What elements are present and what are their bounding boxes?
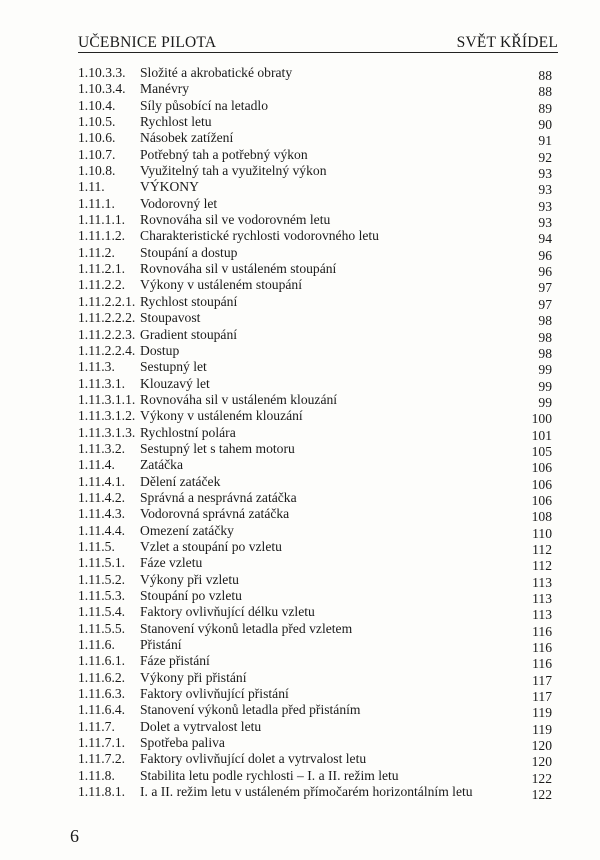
toc-entry-page: 99 — [538, 362, 552, 378]
toc-entry-title: Rovnováha sil v ustáleném klouzání — [140, 391, 338, 407]
toc-entry-title: Stoupavost — [140, 310, 201, 326]
toc-entry-title: Omezení zatáčky — [140, 522, 234, 538]
toc-entry-page: 93 — [538, 198, 552, 214]
toc-entry — [78, 604, 552, 623]
toc-entry — [78, 196, 552, 212]
toc-entry-title: Výkony v ustáleném stoupání — [140, 277, 302, 293]
toc-entry — [78, 555, 552, 574]
header-publisher: SVĚT KŘÍDEL — [456, 34, 558, 51]
toc-entry-number: 1.11.6.1. — [78, 653, 126, 669]
toc-entry-page: 94 — [538, 231, 552, 247]
header-book-title: UČEBNICE PILOTA — [78, 34, 217, 51]
toc-entry — [78, 457, 552, 476]
running-header — [78, 30, 558, 52]
toc-entry-page: 93 — [538, 215, 552, 231]
toc-entry-number: 1.11.2. — [78, 244, 115, 260]
toc-entry-title: Faktory ovlivňující délku vzletu — [140, 604, 315, 620]
toc-entry-number: 1.11.3.1. — [78, 375, 126, 391]
toc-entry-number: 1.11.2.2.3. — [78, 326, 136, 342]
toc-entry — [78, 474, 552, 490]
toc-entry-title: Vodorovná správná zatáčka — [140, 506, 290, 522]
toc-entry-number: 1.11.3.2. — [78, 440, 126, 456]
toc-entry — [78, 735, 552, 754]
toc-entry-number: 1.11.6.2. — [78, 669, 126, 685]
toc-entry-title: Klouzavý let — [140, 375, 210, 391]
toc-entry — [78, 621, 552, 637]
toc-entry-page: 93 — [538, 182, 552, 198]
toc-entry — [78, 114, 552, 133]
toc-entry-title: I. a II. režim letu v ustáleném přímočarém horizontálním letu — [140, 784, 473, 800]
toc-entry-page: 113 — [532, 607, 552, 623]
toc-entry — [78, 294, 552, 310]
toc-entry-page: 105 — [531, 443, 552, 459]
table-of-contents — [78, 65, 552, 803]
toc-entry — [78, 228, 552, 247]
toc-entry-number: 1.11.3. — [78, 359, 115, 375]
toc-entry-page: 117 — [532, 689, 552, 705]
toc-entry-title: Stoupání po vzletu — [140, 588, 242, 603]
toc-entry-title: Potřebný tah a potřebný výkon — [140, 146, 308, 162]
toc-entry-number: 1.11.4. — [78, 457, 115, 473]
toc-entry — [78, 376, 552, 392]
toc-entry-number: 1.11.3.1.1. — [78, 391, 136, 407]
toc-entry-number: 1.11.1.2. — [78, 228, 126, 244]
toc-entry-page: 110 — [532, 525, 552, 541]
toc-entry-number: 1.10.5. — [78, 114, 116, 130]
toc-entry-number: 1.11.2.2.1. — [78, 293, 136, 309]
toc-entry-number: 1.10.3.3. — [78, 65, 126, 80]
toc-entry-title: Rovnováha sil v ustáleném stoupání — [140, 261, 337, 277]
toc-entry-number: 1.11.5.2. — [78, 571, 126, 587]
toc-entry-number: 1.11.5.5. — [78, 620, 126, 636]
toc-entry-title: Gradient stoupání — [140, 326, 238, 342]
toc-entry — [78, 572, 552, 588]
toc-entry-page: 89 — [538, 100, 552, 116]
toc-entry-title: Rovnováha sil ve vodorovném letu — [140, 212, 331, 228]
toc-entry-page: 122 — [531, 770, 552, 786]
toc-entry — [78, 130, 552, 149]
toc-entry — [78, 506, 552, 525]
toc-entry-number: 1.11.8. — [78, 767, 115, 783]
toc-entry — [78, 637, 552, 656]
toc-entry-number: 1.10.3.4. — [78, 81, 126, 97]
toc-entry — [78, 686, 552, 705]
toc-entry — [78, 588, 552, 604]
toc-entry-title: Stanovení výkonů letadla před vzletem — [140, 620, 353, 636]
toc-entry-page: 120 — [531, 738, 552, 754]
toc-entry-title: Stoupání a dostup — [140, 244, 238, 260]
toc-entry-page: 108 — [531, 509, 552, 525]
toc-entry-page: 113 — [532, 591, 552, 606]
toc-entry — [78, 81, 552, 100]
toc-entry — [78, 441, 552, 457]
toc-entry-number: 1.11.6.4. — [78, 702, 126, 718]
toc-entry-title: Výkony při vzletu — [140, 571, 239, 587]
toc-entry — [78, 702, 552, 721]
toc-entry — [78, 327, 552, 343]
toc-entry-page: 98 — [538, 345, 552, 361]
toc-entry-page: 116 — [532, 640, 552, 656]
toc-entry-page: 122 — [531, 787, 552, 803]
toc-entry — [78, 277, 552, 296]
toc-entry-page: 98 — [538, 313, 552, 329]
toc-entry-page: 106 — [531, 476, 552, 492]
toc-entry-page: 88 — [538, 68, 552, 83]
toc-entry-page: 97 — [538, 280, 552, 296]
toc-entry-title: Přistání — [140, 637, 182, 653]
toc-entry — [78, 163, 552, 182]
page-number: 6 — [70, 826, 79, 846]
toc-entry — [78, 310, 552, 329]
toc-entry-page: 97 — [538, 296, 552, 312]
toc-entry-number: 1.11.8.1. — [78, 784, 126, 800]
toc-entry-title: Rychlost letu — [140, 114, 212, 130]
toc-entry-page: 117 — [532, 672, 552, 688]
toc-entry-number: 1.10.7. — [78, 146, 116, 162]
toc-entry-title: Zatáčka — [140, 457, 184, 473]
toc-entry-number: 1.10.6. — [78, 130, 116, 146]
toc-entry-page: 112 — [532, 541, 552, 557]
toc-entry-number: 1.10.4. — [78, 97, 116, 113]
toc-entry-number: 1.11.7.2. — [78, 751, 126, 767]
toc-entry-title: Charakteristické rychlosti vodorovného letu — [140, 228, 379, 244]
toc-entry — [78, 539, 552, 555]
toc-entry-title: Spotřeba paliva — [140, 735, 225, 751]
toc-entry — [78, 670, 552, 686]
toc-entry — [78, 212, 552, 231]
toc-entry-title: Dělení zatáček — [140, 473, 221, 489]
toc-entry-number: 1.11.4.1. — [78, 473, 126, 489]
toc-entry-title: Složité a akrobatické obraty — [140, 65, 293, 80]
toc-entry-number: 1.11.1.1. — [78, 212, 126, 228]
toc-entry-page: 119 — [532, 721, 552, 737]
toc-entry-page: 119 — [532, 705, 552, 721]
toc-entry-number: 1.11.2.2. — [78, 277, 126, 293]
toc-entry — [78, 653, 552, 672]
toc-entry-title: Správná a nesprávná zatáčka — [140, 489, 297, 505]
toc-entry — [78, 768, 552, 784]
toc-entry-title: Rychlostní polára — [140, 424, 236, 440]
toc-entry-page: 113 — [532, 574, 552, 590]
toc-entry — [78, 147, 552, 163]
toc-entry — [78, 408, 552, 427]
toc-entry-page: 96 — [538, 264, 552, 280]
toc-entry-title: Sestupný let — [140, 359, 207, 375]
toc-entry — [78, 261, 552, 280]
toc-entry — [78, 719, 552, 735]
toc-entry-title: Manévry — [140, 81, 190, 97]
toc-entry-page: 120 — [531, 754, 552, 770]
toc-entry-page: 88 — [538, 84, 552, 100]
toc-entry-title: VÝKONY — [140, 179, 199, 195]
toc-entry-page: 93 — [538, 166, 552, 182]
toc-entry-number: 1.11.3.1.3. — [78, 424, 136, 440]
toc-entry-number: 1.11.6. — [78, 637, 115, 653]
toc-entry-title: Sestupný let s tahem motoru — [140, 440, 295, 456]
toc-entry-title: Výkony v ustáleném klouzání — [140, 408, 303, 424]
toc-entry-number: 1.11.2.1. — [78, 261, 126, 277]
toc-entry-page: 116 — [532, 656, 552, 672]
toc-entry-title: Rychlost stoupání — [140, 293, 238, 309]
toc-entry-title: Fáze vzletu — [140, 555, 203, 571]
toc-entry-number: 1.11.5.3. — [78, 588, 126, 603]
toc-entry-page: 96 — [538, 247, 552, 263]
toc-entry-number: 1.11.4.3. — [78, 506, 126, 522]
toc-entry-number: 1.11.2.2.2. — [78, 310, 136, 326]
header-rule — [78, 52, 558, 53]
toc-entry-title: Využitelný tah a využitelný výkon — [140, 163, 327, 179]
toc-entry-page: 100 — [531, 411, 552, 427]
toc-entry — [78, 425, 552, 441]
toc-entry-page: 99 — [538, 378, 552, 394]
toc-entry-number: 1.10.8. — [78, 163, 116, 179]
toc-entry — [78, 523, 552, 539]
toc-entry-title: Dostup — [140, 342, 180, 358]
toc-entry-title: Dolet a vytrvalost letu — [140, 718, 262, 734]
toc-entry-number: 1.11.7. — [78, 718, 115, 734]
toc-entry-title: Násobek zatížení — [140, 130, 234, 146]
toc-entry-page: 91 — [538, 133, 552, 149]
toc-entry-page: 92 — [538, 149, 552, 165]
toc-entry-number: 1.11.5. — [78, 538, 115, 554]
toc-entry-title: Stabilita letu podle rychlosti – I. a II. režim letu — [140, 767, 399, 783]
toc-entry — [78, 98, 552, 114]
toc-entry-number: 1.11.5.1. — [78, 555, 126, 571]
toc-entry-title: Vzlet a stoupání po vzletu — [140, 538, 282, 554]
toc-entry-number: 1.11.3.1.2. — [78, 408, 136, 424]
toc-entry-page: 101 — [531, 427, 552, 443]
toc-entry-page: 99 — [538, 394, 552, 410]
toc-entry-title: Vodorovný let — [140, 195, 218, 211]
toc-entry — [78, 179, 552, 198]
toc-entry-number: 1.11.6.3. — [78, 686, 126, 702]
toc-entry-number: 1.11.1. — [78, 195, 115, 211]
toc-entry-title: Fáze přistání — [140, 653, 210, 669]
toc-entry — [78, 343, 552, 359]
toc-entry-title: Stanovení výkonů letadla před přistáním — [140, 702, 361, 718]
toc-entry-title: Faktory ovlivňující přistání — [140, 686, 289, 702]
toc-entry-number: 1.11. — [78, 179, 105, 195]
toc-entry-number: 1.11.4.2. — [78, 489, 126, 505]
toc-entry-page: 112 — [532, 558, 552, 574]
toc-entry-title: Výkony při přistání — [140, 669, 247, 685]
toc-entry-title: Síly působící na letadlo — [140, 97, 268, 113]
toc-entry — [78, 751, 552, 770]
toc-entry — [78, 65, 552, 81]
toc-entry-page: 116 — [532, 623, 552, 639]
toc-entry — [78, 490, 552, 506]
toc-entry-number: 1.11.2.2.4. — [78, 342, 136, 358]
toc-entry-number: 1.11.5.4. — [78, 604, 126, 620]
toc-entry-title: Faktory ovlivňující dolet a vytrvalost letu — [140, 751, 367, 767]
toc-entry-page: 106 — [531, 492, 552, 508]
toc-entry-page: 106 — [531, 460, 552, 476]
toc-entry-number: 1.11.4.4. — [78, 522, 126, 538]
toc-entry — [78, 359, 552, 378]
toc-entry — [78, 245, 552, 261]
toc-entry-page: 90 — [538, 117, 552, 133]
toc-entry — [78, 392, 552, 408]
toc-entry-page: 98 — [538, 329, 552, 345]
toc-entry — [78, 784, 552, 803]
toc-entry-number: 1.11.7.1. — [78, 735, 126, 751]
